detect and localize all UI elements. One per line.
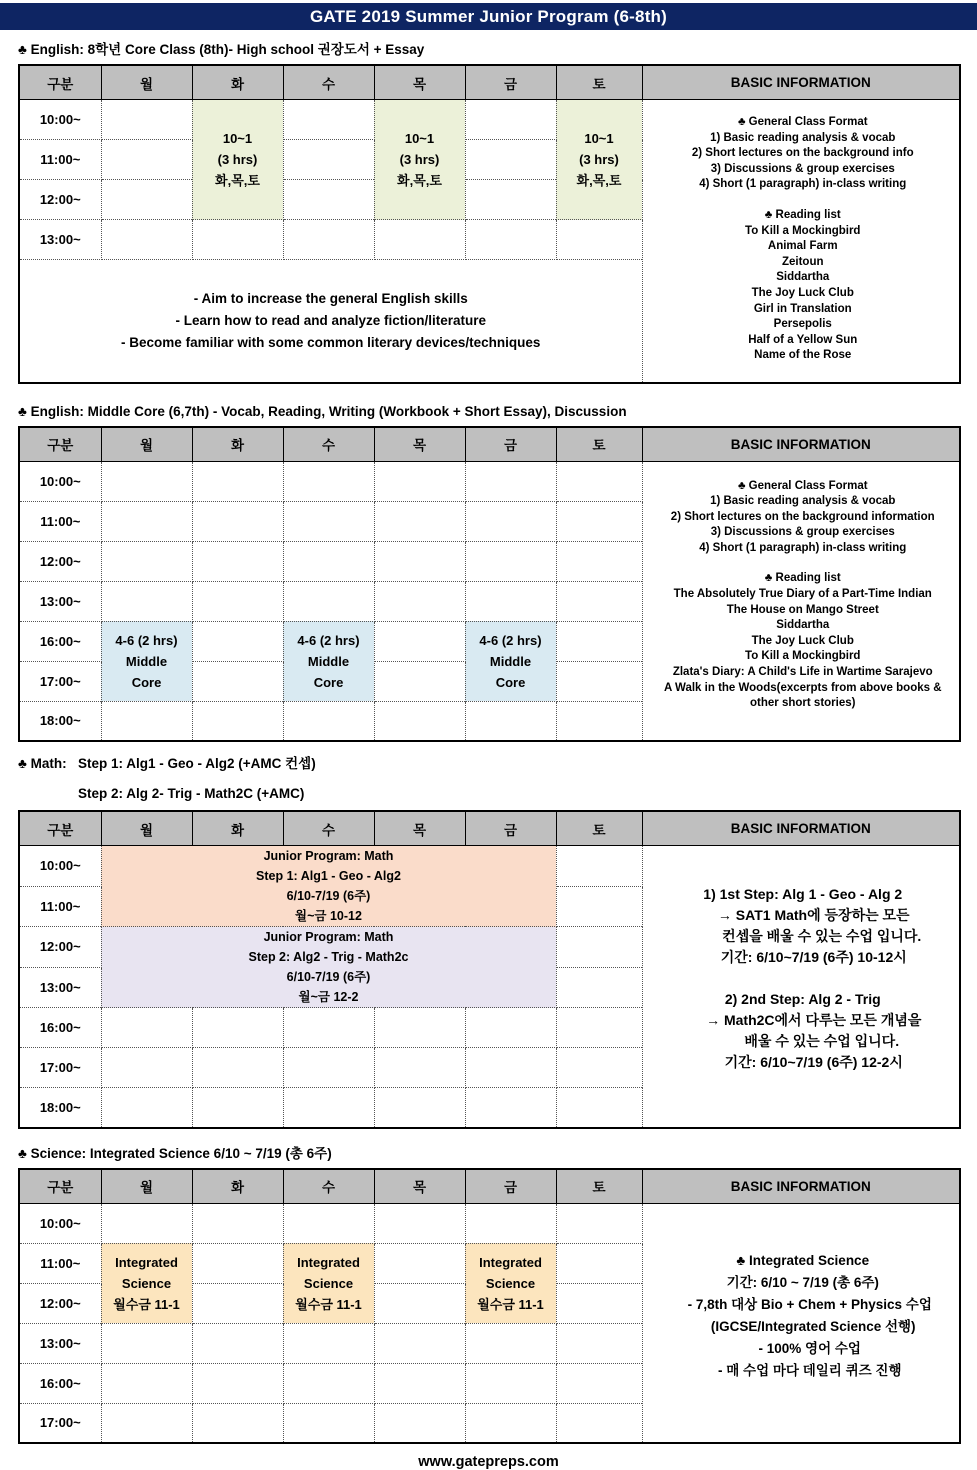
- time-label: 11:00~: [19, 1243, 101, 1283]
- empty-slot: [556, 661, 642, 701]
- empty-slot: [192, 220, 283, 260]
- english8-basic-info: [643, 100, 960, 364]
- science-basic-info-cell: [642, 1203, 960, 1443]
- empty-slot: [374, 621, 465, 661]
- empty-slot: [283, 701, 374, 741]
- reading-list-item: The Joy Luck Club: [751, 286, 854, 299]
- time-label: 17:00~: [19, 1048, 101, 1088]
- empty-slot: [374, 220, 465, 260]
- time-label: 18:00~: [19, 1088, 101, 1128]
- math-step2-period: 기간: 6/10~7/19 (6주) 12-2시: [724, 1054, 903, 1070]
- col-header-wed: 수: [283, 427, 374, 462]
- class-format-title: ♣ General Class Format: [737, 479, 868, 492]
- empty-slot: [101, 461, 192, 501]
- empty-slot: [465, 100, 556, 140]
- empty-slot: [192, 621, 283, 661]
- reading-list-item: The Joy Luck Club: [751, 634, 854, 647]
- empty-slot: [556, 1323, 642, 1363]
- empty-slot: [374, 1203, 465, 1243]
- empty-slot: [465, 461, 556, 501]
- empty-slot: [283, 100, 374, 140]
- empty-slot: [101, 100, 192, 140]
- course-name-line2: Science: [303, 1275, 354, 1291]
- empty-slot: [465, 1363, 556, 1403]
- col-header-category: 구분: [19, 65, 101, 100]
- col-header-fri: 금: [465, 1169, 556, 1204]
- col-header-thu: 목: [374, 427, 465, 462]
- empty-slot: [465, 1203, 556, 1243]
- reading-list-item: Persepolis: [773, 318, 832, 331]
- class-format-item: 4) Short (1 paragraph) in-class writing: [699, 541, 907, 554]
- course-days: 화,목,토: [576, 173, 622, 188]
- course-name-line2: Science: [121, 1275, 172, 1291]
- time-label: 10:00~: [19, 100, 101, 140]
- math-step1-desc: → SAT1 Math에 등장하는 모든: [717, 907, 910, 923]
- class-format-item: 2) Short lectures on the background information: [670, 510, 935, 523]
- course-curriculum: Step 1: Alg1 - Geo - Alg2: [256, 869, 401, 883]
- section-heading-middle-core: ♣ English: Middle Core (6,7th) - Vocab, Reading, Writing (Workbook + Short Essay), Discussion: [18, 403, 627, 419]
- empty-slot: [465, 1008, 556, 1048]
- spacer: [652, 556, 955, 571]
- empty-slot: [465, 180, 556, 220]
- empty-slot: [556, 581, 642, 621]
- empty-slot: [283, 220, 374, 260]
- course-program: Junior Program: Math: [263, 930, 394, 944]
- empty-slot: [283, 1048, 374, 1088]
- empty-slot: [101, 501, 192, 541]
- empty-slot: [101, 1048, 192, 1088]
- time-label: 10:00~: [19, 1203, 101, 1243]
- empty-slot: [283, 180, 374, 220]
- class-format-item: 4) Short (1 paragraph) in-class writing: [699, 178, 907, 191]
- empty-slot: [374, 581, 465, 621]
- course-name-line2: Core: [131, 674, 162, 690]
- time-label: 12:00~: [19, 1283, 101, 1323]
- empty-slot: [556, 967, 642, 1008]
- empty-slot: [465, 501, 556, 541]
- empty-slot: [465, 140, 556, 180]
- note-line: - Become familiar with some common literary devices/techniques: [121, 334, 541, 350]
- empty-slot: [283, 1008, 374, 1048]
- spacer: [652, 193, 955, 208]
- middle-core-basic-info-cell: [642, 461, 960, 741]
- col-header-basic-info: BASIC INFORMATION: [642, 811, 960, 846]
- empty-slot: [374, 1403, 465, 1443]
- col-header-sat: 토: [556, 65, 642, 100]
- course-days: 화,목,토: [215, 173, 260, 188]
- note-line: - Aim to increase the general English skills: [193, 290, 468, 306]
- time-label: 10:00~: [19, 846, 101, 887]
- english8-course-cell-thu: [374, 100, 465, 220]
- empty-slot: [556, 846, 642, 887]
- time-label: 11:00~: [19, 886, 101, 927]
- math-step1-course-cell: [101, 846, 556, 927]
- science-course-cell-fri: [465, 1243, 556, 1323]
- col-header-wed: 수: [283, 1169, 374, 1204]
- empty-slot: [192, 701, 283, 741]
- col-header-category: 구분: [19, 427, 101, 462]
- empty-slot: [374, 1088, 465, 1128]
- col-header-tue: 화: [192, 65, 283, 100]
- class-format-item: 3) Discussions & group exercises: [710, 162, 895, 175]
- middle-core-course-cell-fri: [465, 621, 556, 701]
- middle-core-course-cell-wed: [283, 621, 374, 701]
- math-step1-desc: 컨셉을 배울 수 있는 수업 입니다.: [722, 928, 922, 944]
- empty-slot: [556, 1403, 642, 1443]
- reading-list-item: To Kill a Mockingbird: [745, 224, 861, 237]
- reading-list-item: Zlata's Diary: A Child's Life in Wartime Sarajevo: [672, 666, 933, 679]
- course-time-range: 10~1: [222, 131, 253, 146]
- empty-slot: [192, 1243, 283, 1283]
- reading-list-item: Girl in Translation: [753, 302, 852, 315]
- class-format-title: ♣ General Class Format: [737, 116, 868, 128]
- reading-list-item: Animal Farm: [767, 240, 838, 253]
- science-info-item: - 7,8th 대상 Bio + Chem + Physics 수업: [687, 1296, 932, 1312]
- reading-list-item: Name of the Rose: [754, 349, 852, 362]
- course-time-range: 10~1: [584, 131, 614, 146]
- empty-slot: [192, 1323, 283, 1363]
- reading-list-item: The House on Mango Street: [726, 603, 879, 616]
- empty-slot: [101, 1203, 192, 1243]
- empty-slot: [283, 1088, 374, 1128]
- section-heading-math-step2: Step 2: Alg 2- Trig - Math2C (+AMC): [78, 786, 305, 801]
- reading-list-item: To Kill a Mockingbird: [745, 650, 861, 663]
- course-dates: 6/10-7/19 (6주): [286, 970, 371, 984]
- middle-core-basic-info: [643, 462, 960, 712]
- reading-list-item: Half of a Yellow Sun: [748, 333, 858, 346]
- empty-slot: [556, 1088, 642, 1128]
- course-days-time: 월수금 11-1: [295, 1296, 362, 1312]
- reading-list-item: Zeitoun: [781, 255, 824, 268]
- time-label: 12:00~: [19, 180, 101, 220]
- empty-slot: [101, 701, 192, 741]
- empty-slot: [101, 541, 192, 581]
- col-header-basic-info: BASIC INFORMATION: [642, 1169, 960, 1204]
- course-time-range: 4-6 (2 hrs): [479, 632, 542, 648]
- time-label: 10:00~: [19, 461, 101, 501]
- empty-slot: [556, 541, 642, 581]
- col-header-wed: 수: [283, 811, 374, 846]
- empty-slot: [283, 140, 374, 180]
- time-label: 18:00~: [19, 701, 101, 741]
- science-course-cell-wed: [283, 1243, 374, 1323]
- col-header-thu: 목: [374, 1169, 465, 1204]
- website-url: www.gatepreps.com: [418, 1454, 559, 1470]
- empty-slot: [374, 461, 465, 501]
- english8-course-cell-tue: [192, 100, 283, 220]
- empty-slot: [465, 1323, 556, 1363]
- col-header-tue: 화: [192, 427, 283, 462]
- empty-slot: [192, 1048, 283, 1088]
- science-info-item: - 100% 영어 수업: [758, 1340, 861, 1356]
- empty-slot: [101, 1088, 192, 1128]
- empty-slot: [192, 541, 283, 581]
- course-name-line1: Integrated: [115, 1254, 178, 1270]
- col-header-mon: 월: [101, 811, 192, 846]
- empty-slot: [374, 701, 465, 741]
- math-step2-desc: → Math2C에서 다루는 모든 개념을: [706, 1012, 922, 1028]
- course-days-time: 월~금 10-12: [295, 909, 362, 923]
- reading-list-title: ♣ Reading list: [764, 572, 841, 585]
- empty-slot: [283, 1323, 374, 1363]
- empty-slot: [192, 1283, 283, 1323]
- time-label: 13:00~: [19, 220, 101, 260]
- empty-slot: [374, 501, 465, 541]
- section-heading-math: [18, 755, 977, 772]
- empty-slot: [192, 581, 283, 621]
- empty-slot: [556, 1243, 642, 1283]
- empty-slot: [374, 1283, 465, 1323]
- empty-slot: [283, 1403, 374, 1443]
- course-time-range: 4-6 (2 hrs): [115, 632, 178, 648]
- course-time-range: 10~1: [404, 131, 435, 146]
- empty-slot: [283, 541, 374, 581]
- math-basic-info: [643, 846, 960, 1073]
- empty-slot: [101, 1008, 192, 1048]
- col-header-fri: 금: [465, 427, 556, 462]
- empty-slot: [556, 1048, 642, 1088]
- empty-slot: [465, 1403, 556, 1443]
- empty-slot: [192, 1088, 283, 1128]
- empty-slot: [374, 1323, 465, 1363]
- col-header-fri: 금: [465, 811, 556, 846]
- empty-slot: [101, 1363, 192, 1403]
- empty-slot: [374, 1243, 465, 1283]
- course-days-time: 월~금 12-2: [298, 990, 359, 1004]
- science-schedule-table: [18, 1168, 961, 1445]
- course-dates: 6/10-7/19 (6주): [286, 889, 371, 903]
- col-header-mon: 월: [101, 65, 192, 100]
- empty-slot: [192, 461, 283, 501]
- time-label: 13:00~: [19, 1323, 101, 1363]
- empty-slot: [465, 541, 556, 581]
- note-line: - Learn how to read and analyze fiction/literature: [175, 312, 487, 328]
- col-header-category: 구분: [19, 1169, 101, 1204]
- science-info-item: (IGCSE/Integrated Science 선행): [710, 1318, 916, 1334]
- empty-slot: [556, 501, 642, 541]
- time-label: 11:00~: [19, 501, 101, 541]
- reading-list-title: ♣ Reading list: [764, 208, 841, 221]
- reading-list-item: Siddartha: [776, 619, 830, 632]
- course-name-line1: Middle: [125, 653, 168, 669]
- english-8th-schedule-table: [18, 64, 961, 384]
- time-label: 12:00~: [19, 541, 101, 581]
- empty-slot: [556, 1203, 642, 1243]
- math-step2-desc: 배울 수 있는 수업 입니다.: [744, 1033, 900, 1049]
- science-info-title: ♣ Integrated Science: [736, 1252, 870, 1268]
- empty-slot: [374, 661, 465, 701]
- reading-list-item: The Absolutely True Diary of a Part-Time Indian: [673, 588, 932, 601]
- course-name-line1: Middle: [307, 653, 350, 669]
- class-format-item: 1) Basic reading analysis & vocab: [710, 495, 896, 508]
- empty-slot: [374, 1048, 465, 1088]
- course-name-line1: Middle: [489, 653, 532, 669]
- course-duration: (3 hrs): [399, 152, 440, 167]
- col-header-fri: 금: [465, 65, 556, 100]
- time-label: 17:00~: [19, 661, 101, 701]
- col-header-sat: 토: [556, 427, 642, 462]
- empty-slot: [192, 1363, 283, 1403]
- col-header-tue: 화: [192, 811, 283, 846]
- empty-slot: [101, 581, 192, 621]
- math-schedule-table: [18, 810, 961, 1129]
- science-info-period: 기간: 6/10 ~ 7/19 (총 6주): [726, 1274, 879, 1290]
- time-label: 13:00~: [19, 581, 101, 621]
- course-days-time: 월수금 11-1: [113, 1296, 180, 1312]
- class-format-item: 1) Basic reading analysis & vocab: [710, 131, 896, 144]
- time-label: 16:00~: [19, 1363, 101, 1403]
- course-days-time: 월수금 11-1: [477, 1296, 544, 1312]
- course-name-line1: Integrated: [479, 1254, 542, 1270]
- math-step1-period: 기간: 6/10~7/19 (6주) 10-12시: [720, 949, 907, 965]
- math-basic-info-cell: [642, 846, 960, 1128]
- empty-slot: [192, 501, 283, 541]
- class-format-item: 2) Short lectures on the background info: [691, 147, 914, 160]
- col-header-mon: 월: [101, 1169, 192, 1204]
- english8-notes: [20, 288, 642, 354]
- empty-slot: [556, 1363, 642, 1403]
- col-header-basic-info: BASIC INFORMATION: [642, 65, 960, 100]
- col-header-wed: 수: [283, 65, 374, 100]
- col-header-thu: 목: [374, 65, 465, 100]
- empty-slot: [374, 541, 465, 581]
- empty-slot: [556, 886, 642, 927]
- empty-slot: [465, 1048, 556, 1088]
- empty-slot: [101, 1403, 192, 1443]
- empty-slot: [465, 581, 556, 621]
- course-duration: (3 hrs): [579, 152, 619, 167]
- col-header-category: 구분: [19, 811, 101, 846]
- math-step1-title: 1) 1st Step: Alg 1 - Geo - Alg 2: [703, 886, 903, 902]
- empty-slot: [465, 1088, 556, 1128]
- col-header-mon: 월: [101, 427, 192, 462]
- science-course-cell-mon: [101, 1243, 192, 1323]
- reading-list-item: A Walk in the Woods(excerpts from above books & other short stories): [663, 681, 942, 710]
- empty-slot: [283, 461, 374, 501]
- empty-slot: [192, 1008, 283, 1048]
- math-step2-course-cell: [101, 927, 556, 1008]
- empty-slot: [556, 461, 642, 501]
- english8-basic-info-cell: [642, 100, 960, 383]
- class-format-item: 3) Discussions & group exercises: [710, 526, 895, 539]
- time-label: 11:00~: [19, 140, 101, 180]
- course-duration: (3 hrs): [217, 152, 258, 167]
- empty-slot: [556, 621, 642, 661]
- time-label: 16:00~: [19, 1008, 101, 1048]
- col-header-sat: 토: [556, 1169, 642, 1204]
- empty-slot: [465, 220, 556, 260]
- empty-slot: [283, 501, 374, 541]
- empty-slot: [465, 701, 556, 741]
- empty-slot: [283, 1203, 374, 1243]
- spacer: [652, 968, 955, 989]
- english8-notes-cell: [19, 260, 642, 383]
- empty-slot: [556, 701, 642, 741]
- course-name-line1: Integrated: [297, 1254, 360, 1270]
- course-days: 화,목,토: [397, 173, 442, 188]
- time-label: 13:00~: [19, 967, 101, 1008]
- empty-slot: [192, 661, 283, 701]
- empty-slot: [556, 927, 642, 968]
- math-step2-title: 2) 2nd Step: Alg 2 - Trig: [724, 991, 881, 1007]
- empty-slot: [283, 581, 374, 621]
- middle-core-schedule-table: [18, 426, 961, 743]
- col-header-thu: 목: [374, 811, 465, 846]
- course-time-range: 4-6 (2 hrs): [297, 632, 360, 648]
- empty-slot: [374, 1363, 465, 1403]
- course-curriculum: Step 2: Alg2 - Trig - Math2c: [248, 950, 409, 964]
- empty-slot: [283, 1363, 374, 1403]
- section-heading-english-8th: ♣ English: 8학년 Core Class (8th)- High school 권장도서 + Essay: [18, 42, 425, 57]
- empty-slot: [374, 1008, 465, 1048]
- empty-slot: [556, 1008, 642, 1048]
- section-heading-science: ♣ Science: Integrated Science 6/10 ~ 7/19 (총 6주): [18, 1145, 332, 1161]
- time-label: 16:00~: [19, 621, 101, 661]
- empty-slot: [556, 220, 642, 260]
- empty-slot: [101, 220, 192, 260]
- empty-slot: [556, 1283, 642, 1323]
- empty-slot: [101, 140, 192, 180]
- time-label: 12:00~: [19, 927, 101, 968]
- empty-slot: [192, 1203, 283, 1243]
- middle-core-course-cell-mon: [101, 621, 192, 701]
- course-name-line2: Science: [485, 1275, 536, 1291]
- col-header-tue: 화: [192, 1169, 283, 1204]
- empty-slot: [192, 1403, 283, 1443]
- math-heading-label: ♣ Math:: [18, 756, 67, 771]
- science-info-item: - 매 수업 마다 데일리 퀴즈 진행: [718, 1362, 902, 1378]
- reading-list-item: Siddartha: [776, 271, 830, 284]
- empty-slot: [101, 1323, 192, 1363]
- course-name-line2: Core: [495, 674, 526, 690]
- time-label: 17:00~: [19, 1403, 101, 1443]
- english8-course-cell-sat: [556, 100, 642, 220]
- math-heading-step1: Step 1: Alg1 - Geo - Alg2 (+AMC 컨셉): [78, 756, 316, 771]
- page-title: GATE 2019 Summer Junior Program (6-8th): [0, 3, 977, 30]
- empty-slot: [101, 180, 192, 220]
- course-name-line2: Core: [313, 674, 344, 690]
- science-basic-info: [643, 1250, 960, 1396]
- col-header-sat: 토: [556, 811, 642, 846]
- col-header-basic-info: BASIC INFORMATION: [642, 427, 960, 462]
- course-program: Junior Program: Math: [263, 849, 394, 863]
